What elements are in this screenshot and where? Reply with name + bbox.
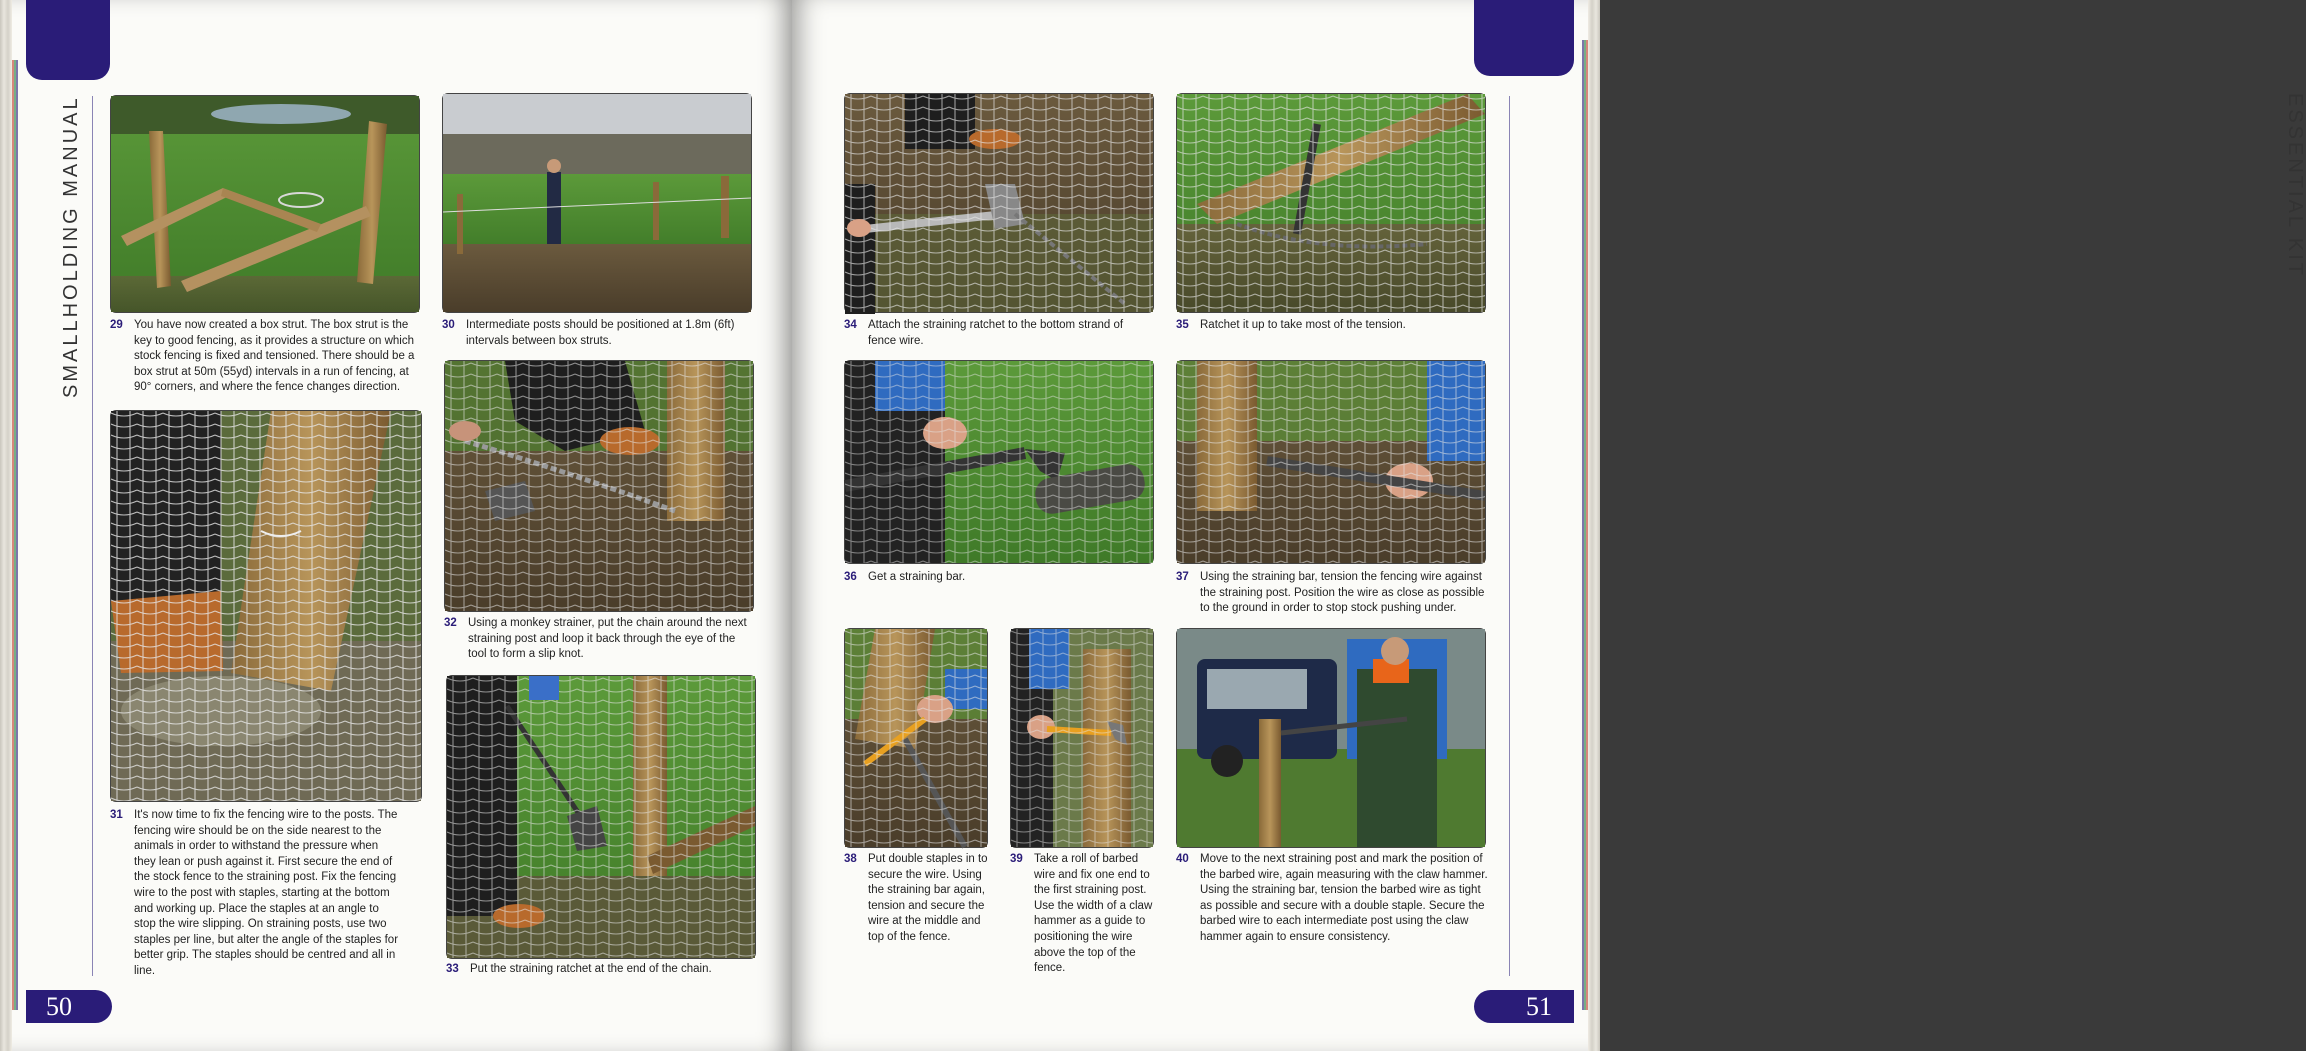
photo-32-monkey-strainer: [444, 360, 754, 612]
left-page: [0, 0, 792, 1051]
photo-37-tension-wire: [1176, 360, 1486, 564]
step-number: 39: [1010, 853, 1023, 865]
step-number: 38: [844, 853, 857, 865]
caption-31: [110, 808, 400, 980]
right-page: [792, 0, 2306, 1051]
step-number: 36: [844, 571, 857, 583]
step-text: It's now time to fix the fencing wire to the posts. The fencing wire should be on the side nearest to the animals in order to withstand the pressure when they lean or push against it. First secure the end of the stock fence to the straining post. Fix the fencing wire to the post with staples, starting at the bottom and working up. Place the staples at an angle to stop the wire slipping. On straining posts, use two staples per line, but alter the angle of the staples for better grip. The staples should be centred and all in line.: [134, 809, 399, 977]
caption-35: [1176, 318, 1486, 334]
step-number: 31: [110, 809, 123, 821]
page-edge: [0, 0, 12, 1051]
photo-40-next-straining-post: [1176, 628, 1486, 848]
margin-rule: [1509, 96, 1510, 976]
step-number: 30: [442, 319, 455, 331]
caption-34: [844, 318, 1154, 349]
step-number: 32: [444, 617, 457, 629]
photo-39-barbed-wire: [1010, 628, 1154, 848]
step-text: Intermediate posts should be positioned at 1.8m (6ft) intervals between box struts.: [466, 319, 735, 347]
color-stripes: [1582, 40, 1588, 1010]
caption-32: [444, 616, 754, 663]
step-text: Move to the next straining post and mark the position of the barbed wire, again measuring with the claw hammer. Using the straining bar, tension the barbed wire as tight as possible and secure with a double staple. Secure the barbed wire to each intermediate post using the claw hammer again to ensure consistency.: [1200, 853, 1488, 943]
step-number: 35: [1176, 319, 1189, 331]
photo-35-ratchet-up: [1176, 93, 1486, 313]
step-text: Put the straining ratchet at the end of the chain.: [470, 963, 712, 975]
photo-29-box-strut: [110, 95, 420, 313]
step-text: Get a straining bar.: [868, 571, 966, 583]
caption-38: [844, 852, 994, 946]
step-number: 37: [1176, 571, 1189, 583]
page-edge: [1588, 0, 1600, 1051]
caption-33: [446, 962, 756, 978]
photo-33-straining-ratchet: [446, 675, 756, 959]
caption-30: [442, 318, 752, 349]
photo-36-straining-bar: [844, 360, 1154, 564]
running-title: SMALLHOLDING MANUAL: [60, 95, 82, 398]
step-text: Ratchet it up to take most of the tension.: [1200, 319, 1406, 331]
step-number: 34: [844, 319, 857, 331]
photo-31-fixing-wire: [110, 410, 422, 802]
caption-39: [1010, 852, 1160, 977]
corner-tab: [1474, 0, 1574, 76]
page-number: 50: [26, 990, 112, 1023]
step-text: Using the straining bar, tension the fencing wire against the straining post. Position the wire as close as possible to the ground in order to stop stock pushing under.: [1200, 571, 1485, 615]
caption-37: [1176, 570, 1488, 617]
photo-34-attach-ratchet: [844, 93, 1154, 313]
page-number: 51: [1474, 990, 1574, 1023]
margin-rule: [92, 96, 93, 976]
step-text: Put double staples in to secure the wire. Using the straining bar again, tension and secure the wire at the middle and top of the fence.: [868, 853, 988, 943]
caption-29: [110, 318, 420, 396]
step-text: Using a monkey strainer, put the chain around the next straining post and loop it back through the eye of the tool to form a slip knot.: [468, 617, 747, 661]
step-number: 29: [110, 319, 123, 331]
caption-40: [1176, 852, 1488, 946]
step-text: Take a roll of barbed wire and fix one end to the first straining post. Use the width of a claw hammer as a guide to positioning the wire above the top of the fence.: [1034, 853, 1153, 975]
step-number: 33: [446, 963, 459, 975]
color-stripes: [12, 60, 18, 1010]
corner-tab: [26, 0, 110, 80]
step-text: You have now created a box strut. The box strut is the key to good fencing, as it provides a structure on which stock fencing is fixed and tensioned. There should be a box strut at 50m (55yd) intervals in a run of fencing, at 90° corners, and where the fence changes direction.: [134, 319, 415, 394]
step-text: Attach the straining ratchet to the bottom strand of fence wire.: [868, 319, 1124, 347]
caption-36: [844, 570, 1154, 586]
photo-30-intermediate-posts: [442, 93, 752, 313]
photo-38-double-staples: [844, 628, 988, 848]
running-title: ESSENTIAL KIT: [2284, 93, 2306, 278]
step-number: 40: [1176, 853, 1189, 865]
